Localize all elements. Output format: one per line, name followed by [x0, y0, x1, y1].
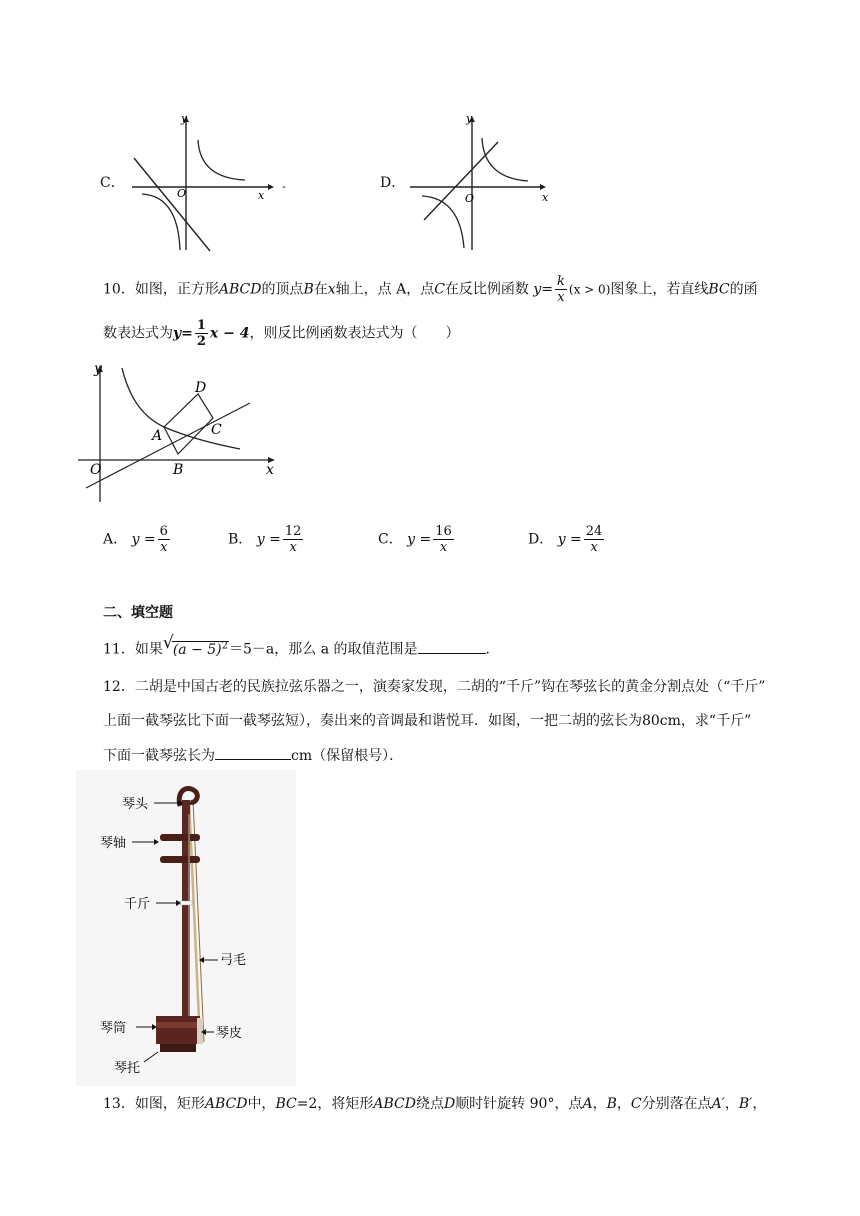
q10-line2	[103, 318, 460, 349]
q13-text-6: 分别落在点	[641, 1096, 712, 1112]
graph-d-line	[424, 142, 498, 220]
erhu-peg-lower	[160, 856, 200, 863]
q13-d: D	[443, 1096, 456, 1112]
graph-d-y-label: y	[466, 112, 473, 125]
q13-sep-4: ，	[752, 1096, 767, 1112]
q12-line2: 上面一截琴弦比下面一截琴弦短），奏出来的音调最和谐悦耳．如图，一把二胡的弦长为80cm，求“千斤”	[103, 713, 752, 729]
label-qinzhou: 琴轴	[100, 836, 127, 851]
q11-end: ．	[485, 641, 500, 658]
q11-prefix: 11．如果	[103, 641, 163, 658]
graph-c-hyperbola-q3	[142, 194, 180, 250]
q10-option-c-lhs: y =	[407, 531, 432, 548]
q10-option-c	[378, 524, 456, 555]
q10-option-b-fraction	[283, 524, 304, 555]
q10-line1	[103, 274, 758, 305]
graph-c-hyperbola-q1	[198, 140, 245, 180]
q12-line1: 12．二胡是中国古老的民族拉弦乐器之一，演奏家发现，二胡的“千斤”钩在琴弦长的黄金分割点处（“千斤”	[103, 679, 766, 695]
q10-text-8: 数表达式为	[103, 325, 173, 342]
q10-label-d: D	[195, 380, 207, 396]
q11-exponent: 2	[221, 640, 229, 651]
graph-d-hyperbola-q1	[482, 138, 528, 181]
q13-text-3: =2，将矩形	[296, 1096, 374, 1112]
graph-c-x-label: x	[258, 189, 265, 202]
q13-b: B	[606, 1096, 617, 1112]
q10-bc: BC	[708, 281, 730, 298]
q10-func-den: x	[557, 290, 565, 305]
q10-option-a-den: x	[160, 540, 168, 555]
q10-option-a-lhs: y =	[131, 531, 156, 548]
q13-abcd: ABCD	[204, 1096, 248, 1112]
q10-c: C	[434, 281, 445, 298]
q10-option-d-lhs: y =	[557, 531, 582, 548]
q10-line-fraction	[195, 318, 208, 349]
q10-func-cond: (x > 0)	[568, 282, 611, 297]
q10-option-b-num: 12	[284, 524, 302, 539]
q12-line3-prefix: 下面一截琴弦长为	[103, 748, 215, 764]
q11-line	[103, 633, 500, 660]
q10-option-a-fraction	[158, 524, 170, 555]
erhu-base	[160, 1044, 196, 1052]
q10-option-c-den: x	[439, 540, 448, 555]
q13-abcd-2: ABCD	[373, 1096, 416, 1112]
q10-option-b	[228, 524, 305, 555]
q10-option-d	[528, 524, 606, 555]
q10-text-5: 在反比例函数	[444, 281, 529, 298]
q13-sep-2: ，	[616, 1096, 631, 1112]
q13-line1	[103, 1094, 766, 1114]
q13-c: C	[630, 1096, 642, 1112]
q13-sep-1: ，	[592, 1096, 607, 1112]
q10-line-eq: =	[181, 325, 193, 342]
label-qintuo: 琴托	[114, 1061, 141, 1076]
graph-c-line	[134, 158, 210, 251]
q10-func-y: y	[533, 281, 542, 298]
q10-option-a-label: A．	[103, 531, 128, 548]
q10-x: x	[327, 281, 336, 298]
q13-text-2: 中，	[247, 1096, 276, 1112]
q13-bc: BC	[275, 1096, 297, 1112]
q10-diagram	[70, 356, 290, 508]
label-qintong: 琴筒	[100, 1021, 127, 1036]
q11-sqrt-sign: √	[162, 633, 174, 653]
label-qintou: 琴头	[122, 797, 149, 812]
q10-hyperbola	[122, 368, 240, 449]
q10-option-b-lhs: y =	[256, 531, 281, 548]
erhu-skin	[197, 1018, 203, 1044]
q13-b-prime: B′	[738, 1096, 753, 1112]
q10-option-c-num: 16	[435, 524, 452, 539]
erhu-body-band	[156, 1022, 200, 1028]
q11-radicand: (a − 5)	[172, 641, 222, 658]
q10-text-6: 图象上，若直线	[610, 281, 709, 298]
erhu-peg-upper	[160, 834, 200, 841]
graph-c-x-arrow	[268, 184, 274, 190]
label-qianjin: 千斤	[124, 897, 151, 912]
q11-answer-blank[interactable]	[418, 639, 486, 654]
graph-d-origin-label: O	[465, 192, 475, 205]
q10-text-9: ，则反比例函数表达式为（ ）	[249, 325, 460, 342]
q10-option-d-num: 24	[585, 524, 603, 539]
q10-text-4: 轴上，点 A，点	[335, 281, 435, 298]
q12-line3	[103, 745, 403, 766]
q10-line-tail: x − 4	[209, 325, 250, 342]
q11-suffix: ＝5－a，那么 a 的取值范围是	[229, 641, 418, 658]
q10-label-x: x	[266, 462, 274, 478]
q13-text-4: 绕点	[415, 1096, 444, 1112]
option-d-label: D．	[380, 175, 406, 191]
q10-option-d-label: D．	[528, 531, 554, 548]
q10-func-eq: =	[541, 281, 554, 298]
q10-option-d-fraction	[584, 524, 605, 555]
q13-text-1: 13．如图，矩形	[103, 1096, 205, 1112]
graph-c-y-label: y	[181, 112, 188, 125]
q10-square-abcd	[164, 394, 213, 454]
label-gongmao: 弓毛	[220, 953, 247, 968]
q10-option-a-num: 6	[159, 524, 168, 539]
q10-line-num: 1	[196, 318, 206, 333]
q10-func-fraction	[555, 274, 567, 305]
option-c-label: C．	[100, 175, 125, 191]
q10-text-1: 10．如图，正方形	[103, 281, 219, 298]
q10-text-3: 在	[313, 281, 328, 298]
q10-label-c: C	[211, 422, 222, 438]
q10-abcd: ABCD	[218, 281, 262, 298]
q10-option-d-den: x	[590, 540, 598, 555]
graph-c-origin-label: O	[177, 187, 187, 200]
q12-line3-suffix: cm（保留根号）．	[291, 748, 404, 764]
q10-func-num: k	[557, 274, 565, 289]
q10-option-a	[103, 524, 172, 555]
q10-b: B	[303, 281, 314, 298]
graph-d-x-arrow	[540, 184, 546, 190]
q12-answer-blank[interactable]	[215, 745, 291, 760]
q11-radicand-wrap	[172, 641, 229, 658]
q10-option-c-label: C．	[378, 531, 403, 548]
erhu-qianjin	[180, 901, 192, 905]
q10-line-y: y	[173, 325, 182, 342]
graph-d-x-label: x	[542, 191, 549, 204]
section-heading: 二、填空题	[103, 605, 173, 621]
q10-option-b-den: x	[289, 540, 297, 555]
erhu-illustration	[76, 770, 296, 1086]
q10-text-7: 的函	[729, 281, 758, 298]
graph-c-stray-mark: -	[282, 180, 286, 193]
erhu-body	[156, 1016, 200, 1044]
q13-sep-3: ，	[724, 1096, 739, 1112]
q10-text-2: 的顶点	[261, 281, 304, 298]
q10-label-a: A	[152, 428, 163, 444]
q11-sqrt	[162, 633, 229, 660]
q10-label-b: B	[173, 462, 184, 478]
q13-a-prime: A′	[711, 1096, 725, 1112]
q10-option-c-fraction	[433, 524, 454, 555]
q10-label-o: O	[90, 462, 102, 478]
q10-line-den: 2	[196, 334, 206, 349]
graph-option-d	[400, 108, 560, 258]
q10-option-b-label: B．	[228, 531, 253, 548]
q13-a: A	[582, 1096, 593, 1112]
q10-label-y: y	[94, 361, 102, 377]
label-qinpi: 琴皮	[216, 1026, 243, 1041]
graph-option-c	[120, 108, 300, 258]
graph-d-hyperbola-q3	[422, 196, 464, 248]
q13-text-5: 顺时针旋转 90°，点	[455, 1096, 583, 1112]
